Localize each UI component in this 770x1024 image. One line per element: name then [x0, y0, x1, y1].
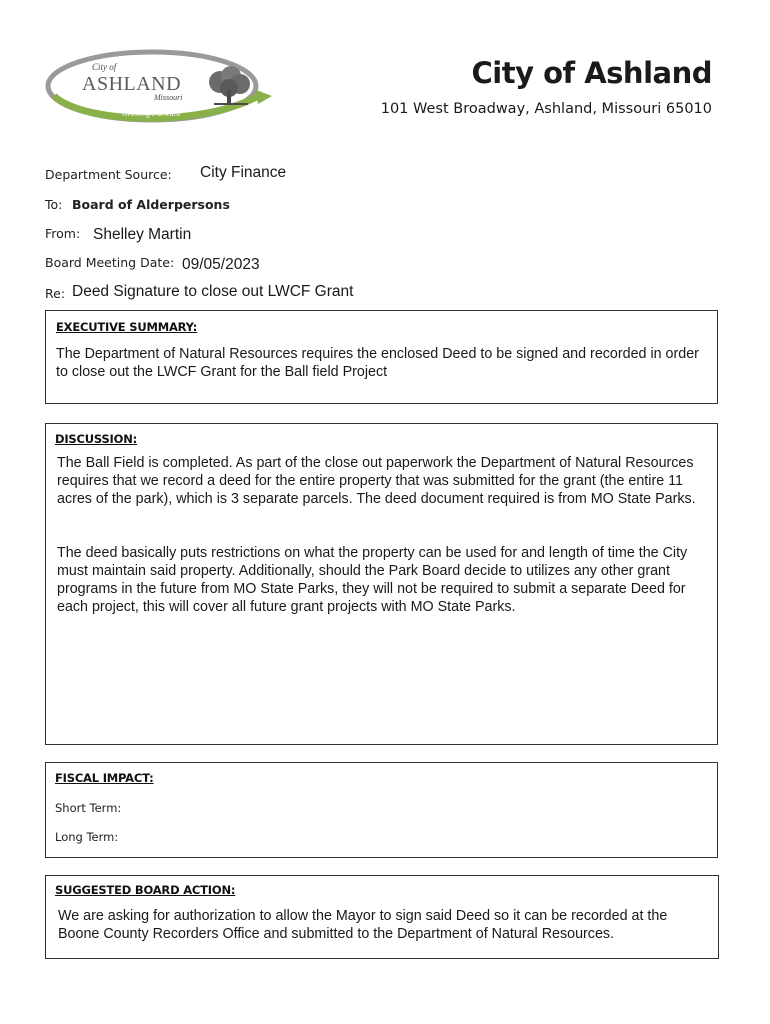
long-term-label: Long Term: — [55, 830, 119, 844]
discussion-paragraph-1: The Ball Field is completed. As part of the close out paperwork the Department of Natural Resources requires that we record a deed for the entire property that was submitted for the grant (the entire 11 acres of the park), which is 3 separate parcels. The deed document required is from MO State Parks. — [57, 455, 696, 507]
discussion-paragraph-2: The deed basically puts restrictions on what the property can be used for and length of time the City must maintain said property. Additionally, should the Park Board decide to utilizes any other grant programs in the future from MO State Parks, they will not be required to submit a separate Deed for each project, this will cover all future grant projects with MO State Parks. — [57, 545, 688, 615]
fiscal-impact-heading: FISCAL IMPACT: — [55, 771, 154, 785]
to-value: Board of Alderpersons — [72, 197, 230, 212]
executive-summary-box — [45, 310, 718, 404]
fiscal-impact-box — [45, 762, 718, 858]
from-value: Shelley Martin — [93, 226, 192, 243]
meeting-date-label: Board Meeting Date: — [45, 255, 175, 270]
svg-text:Missouri: Missouri — [154, 93, 183, 102]
from-label: From: — [45, 226, 81, 241]
suggested-action-text: We are asking for authorization to allow the Mayor to sign said Deed so it can be recorded at the Boone County Recorders Office and submitted to the Department of Natural Resources. — [58, 908, 668, 942]
short-term-label: Short Term: — [55, 801, 122, 815]
svg-text:Growing Forward: Growing Forward — [122, 109, 181, 118]
svg-text:ASHLAND: ASHLAND — [82, 73, 182, 95]
svg-text:City of: City of — [92, 62, 117, 72]
city-logo — [44, 46, 274, 124]
department-value: City Finance — [200, 164, 287, 181]
city-logo-graphic — [44, 46, 274, 124]
discussion-box — [45, 423, 718, 745]
executive-summary-text: The Department of Natural Resources requires the enclosed Deed to be signed and recorded in order to close out the LWCF Grant for the Ball field Project — [56, 346, 699, 380]
discussion-heading: DISCUSSION: — [55, 432, 138, 446]
department-label: Department Source: — [45, 167, 172, 182]
to-label: To: — [45, 197, 63, 212]
city-address: 101 West Broadway, Ashland, Missouri 65010 — [380, 101, 712, 117]
suggested-action-box — [45, 875, 719, 959]
re-value: Deed Signature to close out LWCF Grant — [72, 283, 354, 300]
page-title: City of Ashland — [471, 56, 712, 90]
meeting-date-value: 09/05/2023 — [182, 256, 260, 273]
re-label: Re: — [45, 286, 66, 301]
suggested-action-heading: SUGGESTED BOARD ACTION: — [55, 883, 236, 897]
executive-summary-heading: EXECUTIVE SUMMARY: — [56, 320, 198, 334]
